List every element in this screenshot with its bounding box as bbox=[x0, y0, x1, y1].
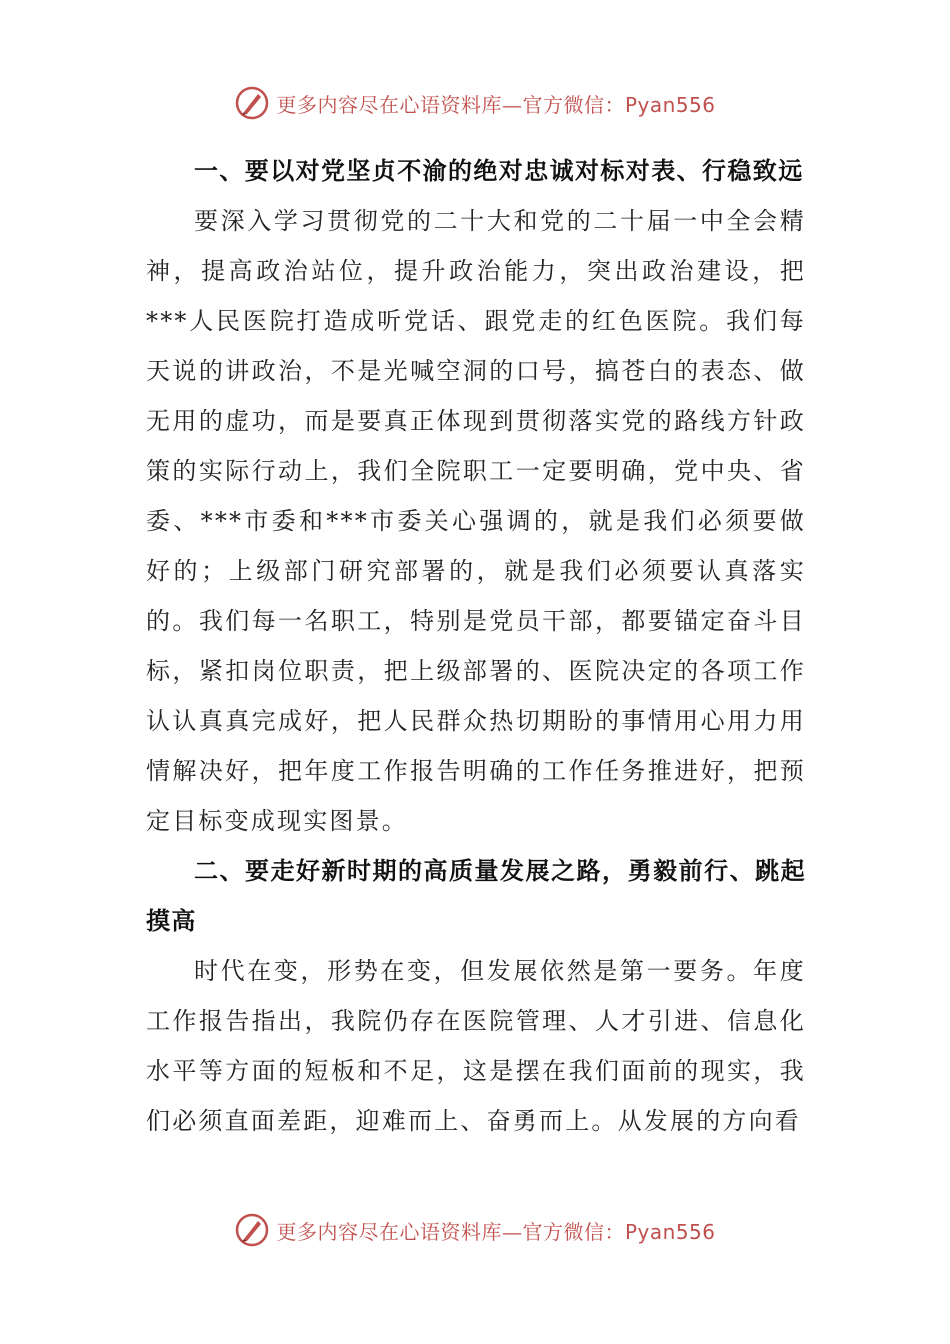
pen-logo-icon bbox=[234, 1212, 270, 1248]
watermark-banner-bottom bbox=[0, 1208, 950, 1252]
section-heading: 一、要以对党坚贞不渝的绝对忠诚对标对表、行稳致远 bbox=[194, 157, 804, 185]
watermark-text: 更多内容尽在心语资料库—官方微信：Pyan556 bbox=[276, 92, 716, 117]
section-paragraph: 要深入学习贯彻党的二十大和党的二十届一中全会精神，提高政治站位，提升政治能力，突出政治建设，把***人民医院打造成听党话、跟党走的红色医院。我们每天说的讲政治，不是光喊空洞的口号，搞苍白的表态、做无用的虚功，而是要真正体现到贯彻落实党的路线方针政策的实际行动上，我们全院职工一定要明确，党中央、省委、***市委和***市委关心强调的，就是我们必须要做好的；上级部门研究部署的，就是我们必须要认真落实的。我们每一名职工，特别是党员干部，都要锚定奋斗目标，紧扣岗位职责，把上级部署的、医院决定的各项工作认认真真完成好，把人民群众热切期盼的事情用心用力用情解决好，把年度工作报告明确的工作任务推进好，把预定目标变成现实图景。 bbox=[146, 207, 806, 835]
section-paragraph: 时代在变，形势在变，但发展依然是第一要务。年度工作报告指出，我院仍存在医院管理、人才引进、信息化水平等方面的短板和不足，这是摆在我们面前的现实，我们必须直面差距，迎难而上、奋勇而上。从发展的方向看 bbox=[146, 957, 806, 1135]
watermark-text: 更多内容尽在心语资料库—官方微信：Pyan556 bbox=[276, 1219, 716, 1244]
pen-logo-icon bbox=[234, 85, 270, 121]
document-body bbox=[146, 146, 806, 1146]
section-heading: 二、要走好新时期的高质量发展之路，勇毅前行、跳起摸高 bbox=[146, 857, 806, 935]
watermark-banner-top bbox=[0, 81, 950, 125]
